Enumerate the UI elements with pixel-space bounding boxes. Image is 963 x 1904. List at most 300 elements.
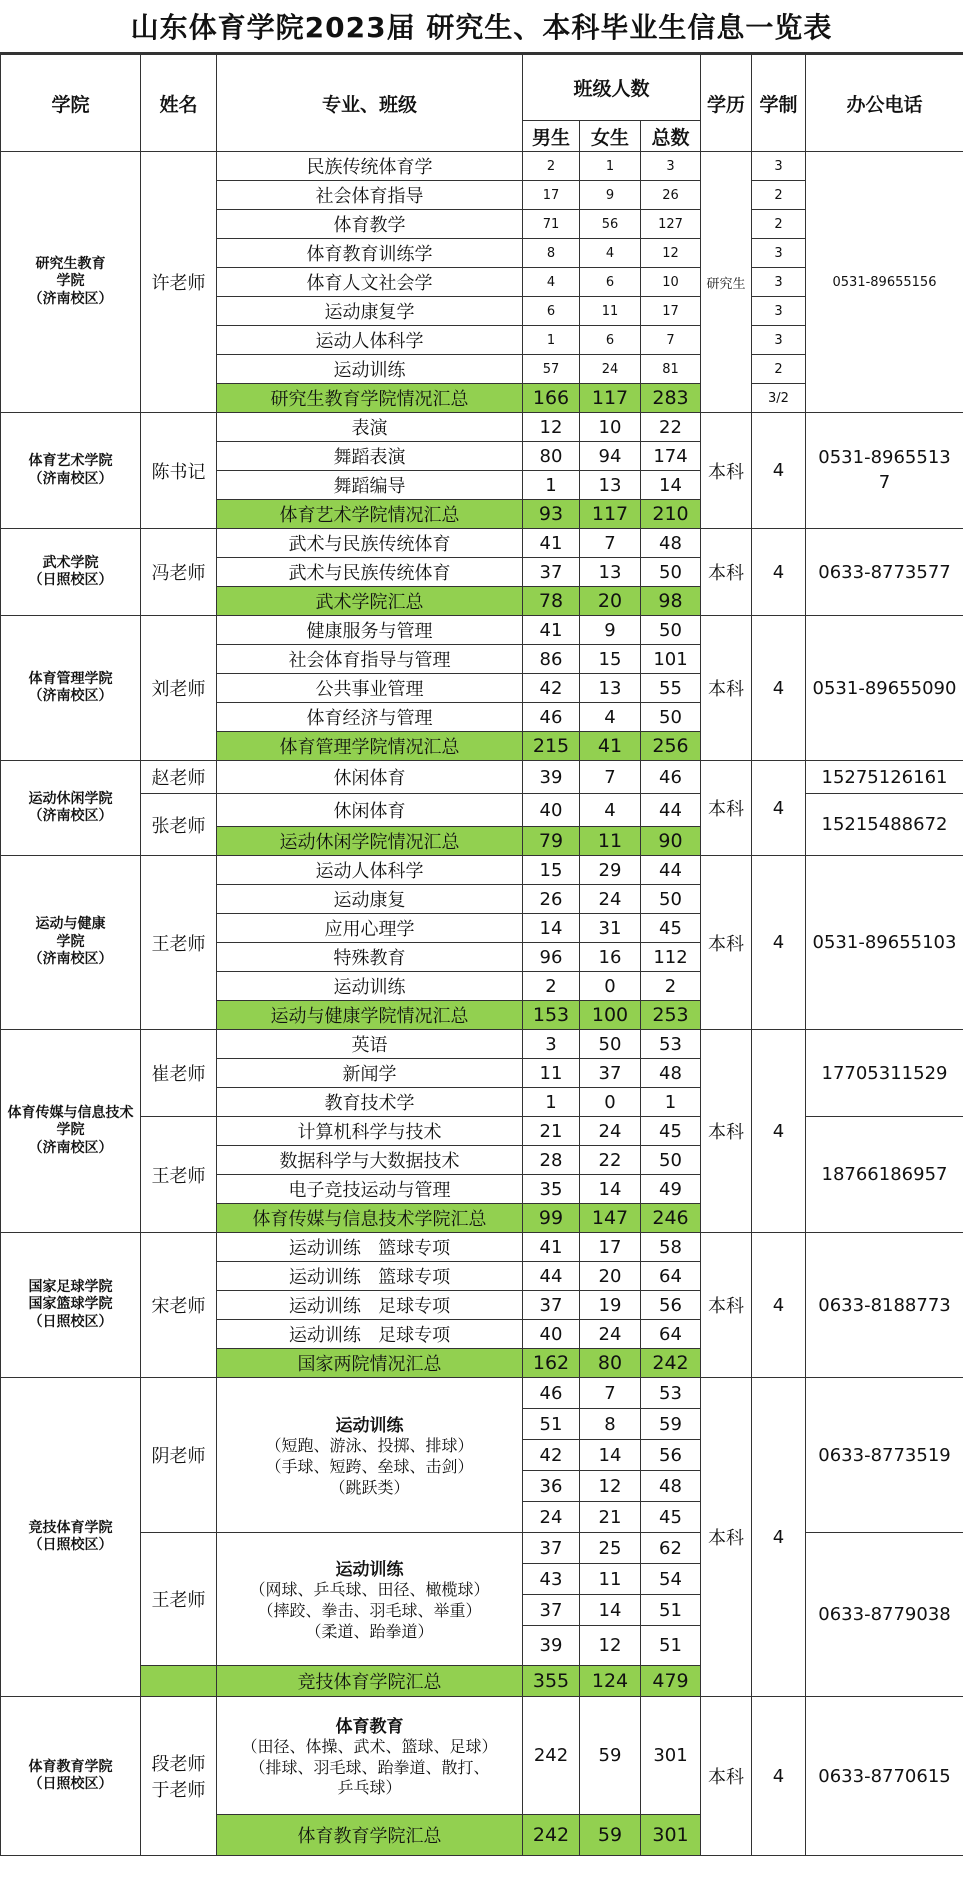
major-cell: 休闲体育: [217, 794, 523, 827]
summary-male: 99: [523, 1204, 580, 1233]
major-cell: 运动训练 篮球专项: [217, 1262, 523, 1291]
total-cell: 127: [641, 210, 701, 239]
years-cell: 4: [752, 413, 806, 529]
phone-cell: 0531-89655090: [806, 616, 963, 761]
teacher-name: 段老师: [151, 1754, 206, 1775]
major-block-title: 体育教育: [335, 1716, 404, 1737]
summary-total: 242: [641, 1349, 701, 1378]
male-cell: 2: [523, 972, 580, 1001]
male-cell: 1: [523, 326, 580, 355]
total-cell: 174: [641, 442, 701, 471]
male-cell: 41: [523, 616, 580, 645]
header-class-count: 班级人数: [523, 55, 701, 121]
major-cell: 运动人体科学: [217, 326, 523, 355]
summary-female: 80: [580, 1349, 641, 1378]
male-cell: 21: [523, 1117, 580, 1146]
summary-female: 59: [580, 1815, 641, 1856]
total-cell: 22: [641, 413, 701, 442]
male-cell: 17: [523, 181, 580, 210]
major-block-line: （短跑、游泳、投掷、排球）: [265, 1436, 474, 1456]
summary-total: 210: [641, 500, 701, 529]
major-cell: 运动训练: [217, 355, 523, 384]
female-cell: 10: [580, 413, 641, 442]
major-cell: 教育技术学: [217, 1088, 523, 1117]
summary-male: 166: [523, 384, 580, 413]
male-cell: 36: [523, 1471, 580, 1502]
female-cell: 20: [580, 1262, 641, 1291]
female-cell: 12: [580, 1626, 641, 1666]
summary-total: 283: [641, 384, 701, 413]
header-college: 学院: [1, 55, 141, 152]
male-cell: 6: [523, 297, 580, 326]
summary-spacer: [141, 1666, 217, 1697]
total-cell: 26: [641, 181, 701, 210]
male-cell: 1: [523, 471, 580, 500]
teacher-name: 许老师: [141, 152, 217, 413]
female-cell: 21: [580, 1502, 641, 1533]
male-cell: 12: [523, 413, 580, 442]
male-cell: 43: [523, 1564, 580, 1595]
phone-cell: 0531-89655156: [806, 152, 963, 413]
male-cell: 86: [523, 645, 580, 674]
summary-label: 研究生教育学院情况汇总: [217, 384, 523, 413]
table-row: [1, 1697, 963, 1815]
female-cell: 4: [580, 239, 641, 268]
total-cell: 44: [641, 856, 701, 885]
male-cell: 24: [523, 1502, 580, 1533]
female-cell: 14: [580, 1595, 641, 1626]
major-cell: 数据科学与大数据技术: [217, 1146, 523, 1175]
major-cell: 体育教学: [217, 210, 523, 239]
summary-male: 78: [523, 587, 580, 616]
total-cell: 50: [641, 885, 701, 914]
header-name: 姓名: [141, 55, 217, 152]
male-cell: 71: [523, 210, 580, 239]
total-cell: 53: [641, 1378, 701, 1409]
female-cell: 17: [580, 1233, 641, 1262]
major-cell: 新闻学: [217, 1059, 523, 1088]
major-cell: 体育人文社会学: [217, 268, 523, 297]
summary-total: 246: [641, 1204, 701, 1233]
major-block-line: （排球、羽毛球、跆拳道、散打、: [249, 1757, 490, 1777]
summary-male: 215: [523, 732, 580, 761]
male-cell: 46: [523, 1378, 580, 1409]
college-name-line: 运动休闲学院: [28, 790, 113, 807]
total-cell: 45: [641, 914, 701, 943]
summary-label: 体育传媒与信息技术学院汇总: [217, 1204, 523, 1233]
total-cell: 2: [641, 972, 701, 1001]
total-cell: 55: [641, 674, 701, 703]
education-cell: 本科: [701, 856, 752, 1030]
female-cell: 19: [580, 1291, 641, 1320]
female-cell: 7: [580, 529, 641, 558]
summary-male: 153: [523, 1001, 580, 1030]
major-cell: 应用心理学: [217, 914, 523, 943]
education-cell: 本科: [701, 616, 752, 761]
graduate-info-table: [0, 54, 963, 1856]
major-cell: 特殊教育: [217, 943, 523, 972]
major-cell: 体育教育训练学: [217, 239, 523, 268]
total-cell: 44: [641, 794, 701, 827]
major-block-title: 运动训练: [335, 1560, 404, 1581]
total-cell: 58: [641, 1233, 701, 1262]
male-cell: 40: [523, 1320, 580, 1349]
female-cell: 24: [580, 1117, 641, 1146]
total-cell: 53: [641, 1030, 701, 1059]
female-cell: 6: [580, 326, 641, 355]
education-cell: 研究生: [701, 152, 752, 413]
years-cell: 2: [752, 181, 806, 210]
total-cell: 50: [641, 703, 701, 732]
total-cell: 101: [641, 645, 701, 674]
female-cell: 59: [580, 1697, 641, 1815]
college-campus: （日照校区）: [28, 1537, 113, 1553]
male-cell: 37: [523, 558, 580, 587]
male-cell: 2: [523, 152, 580, 181]
male-cell: 11: [523, 1059, 580, 1088]
total-cell: 7: [641, 326, 701, 355]
summary-male: 355: [523, 1666, 580, 1697]
male-cell: 80: [523, 442, 580, 471]
summary-label: 运动与健康学院情况汇总: [217, 1001, 523, 1030]
total-cell: 51: [641, 1595, 701, 1626]
college-arts: [1, 413, 141, 529]
total-cell: 45: [641, 1502, 701, 1533]
major-cell: 休闲体育: [217, 761, 523, 794]
college-name-line: 体育艺术学院: [28, 453, 113, 469]
years-cell: 4: [752, 529, 806, 616]
phone-cell: 18766186957: [806, 1117, 963, 1233]
major-cell: 公共事业管理: [217, 674, 523, 703]
female-cell: 25: [580, 1533, 641, 1564]
female-cell: 0: [580, 972, 641, 1001]
female-cell: 16: [580, 943, 641, 972]
major-cell: 民族传统体育学: [217, 152, 523, 181]
female-cell: 31: [580, 914, 641, 943]
phone-cell: 15275126161: [806, 761, 963, 794]
years-cell: 3/2: [752, 384, 806, 413]
female-cell: 37: [580, 1059, 641, 1088]
female-cell: 0: [580, 1088, 641, 1117]
college-name-line: 体育传媒与信息技术: [7, 1104, 134, 1121]
male-cell: 41: [523, 529, 580, 558]
total-cell: 1: [641, 1088, 701, 1117]
total-cell: 10: [641, 268, 701, 297]
female-cell: 7: [580, 761, 641, 794]
college-name-line: 武术学院: [42, 554, 99, 571]
teacher-name: 宋老师: [141, 1233, 217, 1378]
female-cell: 7: [580, 1378, 641, 1409]
male-cell: 37: [523, 1595, 580, 1626]
years-cell: 4: [752, 1233, 806, 1378]
college-management: [1, 616, 141, 761]
major-block: [217, 1697, 523, 1815]
table-row: [1, 152, 963, 181]
total-cell: 48: [641, 1471, 701, 1502]
major-cell: 运动人体科学: [217, 856, 523, 885]
college-name-line: 运动与健康: [35, 916, 106, 933]
header-total: 总数: [641, 121, 701, 152]
education-cell: 本科: [701, 1697, 752, 1856]
female-cell: 13: [580, 674, 641, 703]
summary-total: 253: [641, 1001, 701, 1030]
major-cell: 社会体育指导: [217, 181, 523, 210]
major-block-line: （手球、短跨、垒球、击剑）: [265, 1457, 474, 1477]
male-cell: 44: [523, 1262, 580, 1291]
total-cell: 56: [641, 1291, 701, 1320]
major-cell: 舞蹈编导: [217, 471, 523, 500]
total-cell: 62: [641, 1533, 701, 1564]
phone-cell: 0633-8773577: [806, 529, 963, 616]
female-cell: 6: [580, 268, 641, 297]
summary-label: 国家两院情况汇总: [217, 1349, 523, 1378]
female-cell: 1: [580, 152, 641, 181]
college-name-line: 学院: [56, 273, 85, 290]
college-name-line: 体育教育学院: [28, 1758, 113, 1775]
header-years: 学制: [752, 55, 806, 152]
major-cell: 健康服务与管理: [217, 616, 523, 645]
total-cell: 49: [641, 1175, 701, 1204]
table-row: [1, 1117, 963, 1146]
major-block: [217, 1533, 523, 1666]
major-block-title: 运动训练: [335, 1416, 404, 1437]
total-cell: 56: [641, 1440, 701, 1471]
table-row: [1, 1378, 963, 1409]
college-pe: [1, 1697, 141, 1856]
total-cell: 46: [641, 761, 701, 794]
education-cell: 本科: [701, 529, 752, 616]
summary-label: 体育艺术学院情况汇总: [217, 500, 523, 529]
education-cell: 本科: [701, 1233, 752, 1378]
total-cell: 51: [641, 1626, 701, 1666]
years-cell: 3: [752, 297, 806, 326]
table-row: [1, 856, 963, 885]
teacher-name: 冯老师: [141, 529, 217, 616]
college-name-line: 国家篮球学院: [28, 1296, 113, 1313]
summary-female: 147: [580, 1204, 641, 1233]
header-male: 男生: [523, 121, 580, 152]
major-cell: 运动训练 足球专项: [217, 1320, 523, 1349]
years-cell: 3: [752, 268, 806, 297]
total-cell: 81: [641, 355, 701, 384]
phone-line: 7: [878, 471, 891, 493]
male-cell: 37: [523, 1533, 580, 1564]
total-cell: 14: [641, 471, 701, 500]
years-cell: 4: [752, 1030, 806, 1233]
male-cell: 14: [523, 914, 580, 943]
teacher-name: 刘老师: [141, 616, 217, 761]
education-cell: 本科: [701, 1030, 752, 1233]
female-cell: 22: [580, 1146, 641, 1175]
male-cell: 3: [523, 1030, 580, 1059]
college-campus: （济南校区）: [28, 808, 113, 824]
female-cell: 8: [580, 1409, 641, 1440]
page-title: 山东体育学院2023届 研究生、本科毕业生信息一览表: [0, 0, 963, 54]
major-cell: 运动训练 篮球专项: [217, 1233, 523, 1262]
education-cell: 本科: [701, 761, 752, 856]
college-name-line: 学院: [56, 1122, 85, 1139]
total-cell: 64: [641, 1320, 701, 1349]
female-cell: 15: [580, 645, 641, 674]
years-cell: 4: [752, 856, 806, 1030]
total-cell: 17: [641, 297, 701, 326]
major-block-line: （柔道、跆拳道）: [305, 1621, 434, 1641]
table-row: [1, 616, 963, 645]
major-cell: 运动康复学: [217, 297, 523, 326]
male-cell: 46: [523, 703, 580, 732]
college-health: [1, 856, 141, 1030]
summary-total: 98: [641, 587, 701, 616]
major-cell: 体育经济与管理: [217, 703, 523, 732]
years-cell: 2: [752, 355, 806, 384]
phone-cell: 0633-8779038: [806, 1533, 963, 1697]
male-cell: 28: [523, 1146, 580, 1175]
table-row: [1, 1533, 963, 1564]
phone-cell: 15215488672: [806, 794, 963, 856]
years-cell: 3: [752, 326, 806, 355]
table-row: [1, 1233, 963, 1262]
college-campus: （济南校区）: [28, 1139, 113, 1156]
teacher-name: 赵老师: [141, 761, 217, 794]
summary-female: 117: [580, 500, 641, 529]
teacher-name: 张老师: [141, 794, 217, 856]
phone-cell: 17705311529: [806, 1030, 963, 1117]
total-cell: 12: [641, 239, 701, 268]
college-name-line: 竞技体育学院: [28, 1519, 113, 1536]
teacher-names: [141, 1697, 217, 1856]
teacher-name: 阴老师: [141, 1378, 217, 1533]
female-cell: 4: [580, 794, 641, 827]
summary-total: 479: [641, 1666, 701, 1697]
summary-male: 79: [523, 827, 580, 856]
female-cell: 12: [580, 1471, 641, 1502]
major-cell: 运动康复: [217, 885, 523, 914]
years-cell: 3: [752, 239, 806, 268]
college-campus: （济南校区）: [28, 951, 113, 968]
phone-cell: 0633-8188773: [806, 1233, 963, 1378]
teacher-name: 王老师: [141, 1533, 217, 1666]
summary-female: 11: [580, 827, 641, 856]
major-cell: 武术与民族传统体育: [217, 558, 523, 587]
teacher-name: 于老师: [151, 1780, 206, 1801]
summary-male: 93: [523, 500, 580, 529]
female-cell: 9: [580, 181, 641, 210]
total-cell: 50: [641, 616, 701, 645]
college-name-line: 体育管理学院: [28, 670, 113, 687]
phone-line: 0531-8965513: [818, 447, 951, 469]
summary-label: 体育教育学院汇总: [217, 1815, 523, 1856]
college-campus: （日照校区）: [28, 1776, 113, 1792]
college-leisure: [1, 761, 141, 856]
female-cell: 50: [580, 1030, 641, 1059]
total-cell: 301: [641, 1697, 701, 1815]
female-cell: 14: [580, 1175, 641, 1204]
summary-male: 242: [523, 1815, 580, 1856]
female-cell: 24: [580, 1320, 641, 1349]
major-cell: 计算机科学与技术: [217, 1117, 523, 1146]
male-cell: 1: [523, 1088, 580, 1117]
female-cell: 94: [580, 442, 641, 471]
male-cell: 41: [523, 1233, 580, 1262]
summary-label: 体育管理学院情况汇总: [217, 732, 523, 761]
table-row: [1, 794, 963, 827]
summary-label: 竞技体育学院汇总: [217, 1666, 523, 1697]
male-cell: 37: [523, 1291, 580, 1320]
college-wushu: [1, 529, 141, 616]
summary-total: 90: [641, 827, 701, 856]
table-row: [1, 529, 963, 558]
phone-cell: 0633-8770615: [806, 1697, 963, 1856]
major-cell: 运动训练: [217, 972, 523, 1001]
major-cell: 电子竞技运动与管理: [217, 1175, 523, 1204]
summary-label: 武术学院汇总: [217, 587, 523, 616]
years-cell: 2: [752, 210, 806, 239]
total-cell: 50: [641, 558, 701, 587]
male-cell: 42: [523, 674, 580, 703]
college-campus: （济南校区）: [28, 290, 113, 307]
major-block-line: （摔跤、拳击、羽毛球、举重）: [257, 1601, 482, 1621]
summary-female: 124: [580, 1666, 641, 1697]
female-cell: 9: [580, 616, 641, 645]
major-cell: 武术与民族传统体育: [217, 529, 523, 558]
summary-female: 117: [580, 384, 641, 413]
male-cell: 15: [523, 856, 580, 885]
female-cell: 56: [580, 210, 641, 239]
header-education: 学历: [701, 55, 752, 152]
college-name-line: 国家足球学院: [28, 1278, 113, 1295]
major-block-line: （跳跃类）: [329, 1477, 410, 1497]
header-major: 专业、班级: [217, 55, 523, 152]
summary-total: 301: [641, 1815, 701, 1856]
total-cell: 50: [641, 1146, 701, 1175]
male-cell: 35: [523, 1175, 580, 1204]
total-cell: 45: [641, 1117, 701, 1146]
years-cell: 4: [752, 616, 806, 761]
college-media: [1, 1030, 141, 1233]
total-cell: 48: [641, 529, 701, 558]
male-cell: 242: [523, 1697, 580, 1815]
total-cell: 48: [641, 1059, 701, 1088]
phone-cell: 0531-89655103: [806, 856, 963, 1030]
total-cell: 64: [641, 1262, 701, 1291]
years-cell: 4: [752, 1378, 806, 1697]
college-graduate: [1, 152, 141, 413]
college-name-line: 学院: [56, 933, 85, 950]
total-cell: 54: [641, 1564, 701, 1595]
male-cell: 26: [523, 885, 580, 914]
female-cell: 11: [580, 1564, 641, 1595]
summary-female: 100: [580, 1001, 641, 1030]
major-cell: 社会体育指导与管理: [217, 645, 523, 674]
major-block: [217, 1378, 523, 1533]
major-cell: 舞蹈表演: [217, 442, 523, 471]
college-campus: （济南校区）: [28, 688, 113, 704]
female-cell: 4: [580, 703, 641, 732]
college-campus: （济南校区）: [28, 470, 113, 487]
header-female: 女生: [580, 121, 641, 152]
summary-female: 20: [580, 587, 641, 616]
male-cell: 96: [523, 943, 580, 972]
college-football: [1, 1233, 141, 1378]
total-cell: 59: [641, 1409, 701, 1440]
major-block-line: 乒乓球）: [337, 1778, 402, 1798]
years-cell: 3: [752, 152, 806, 181]
table-row: [1, 761, 963, 794]
years-cell: 4: [752, 761, 806, 856]
total-cell: 3: [641, 152, 701, 181]
male-cell: 51: [523, 1409, 580, 1440]
female-cell: 13: [580, 471, 641, 500]
